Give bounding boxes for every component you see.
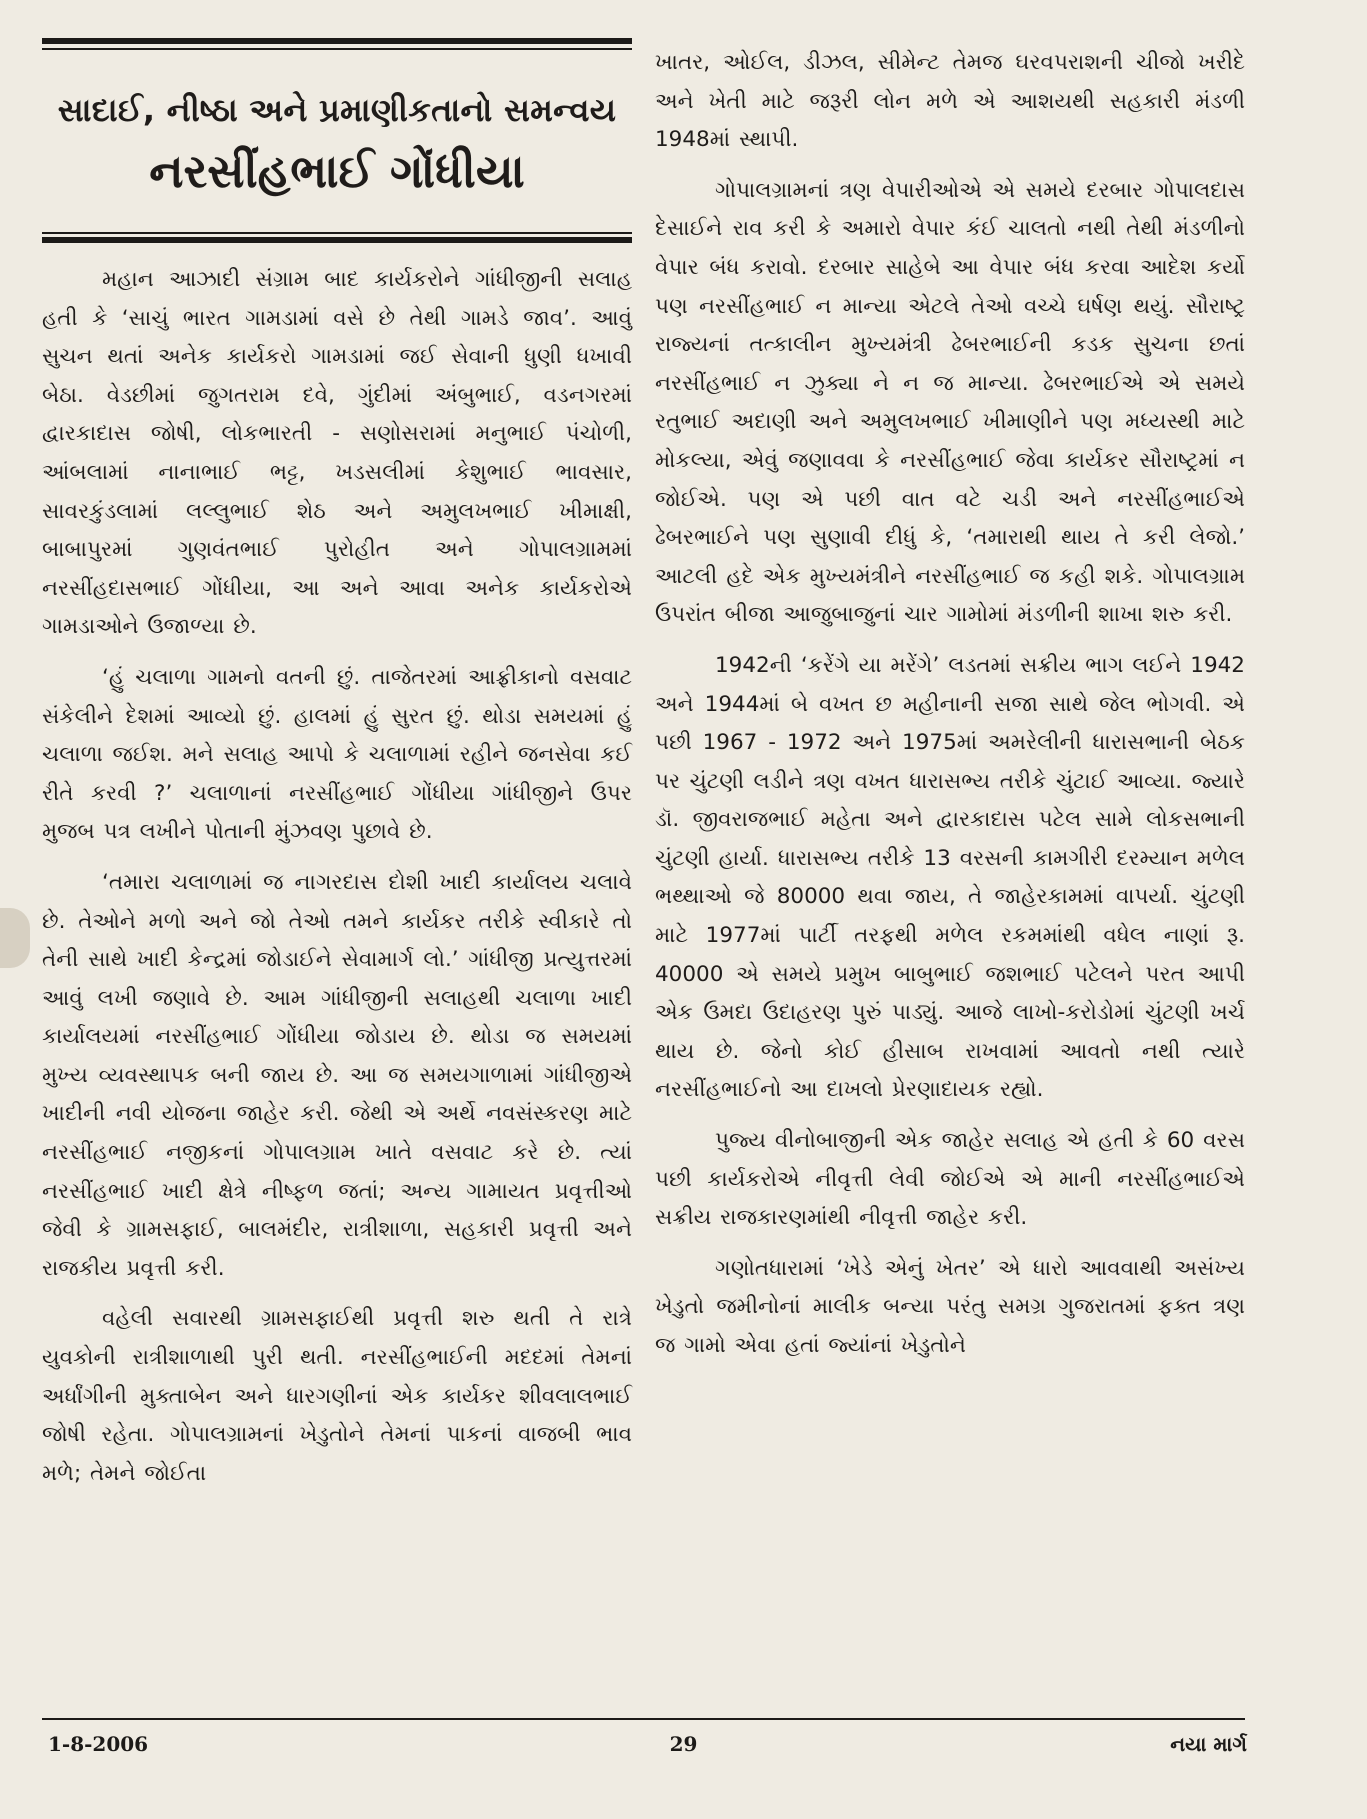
left-column [42,38,632,1505]
title-block [42,50,632,202]
footer-date: 1-8-2006 [48,1732,149,1756]
paragraph: પુજ્ય વીનોબાજીની એક જાહેર સલાહ એ હતી કે 60 વરસ પછી કાર્યકરોએ નીવૃત્તી લેવી જોઈએ એ માની નરસીંહભાઈએ સક્રીય રાજકારણમાંથી નીવૃત્તી જાહેર કરી. [655,1128,1245,1231]
torn-edge [0,908,30,968]
article-title: નરસીંહભાઈ ગોંધીયા [149,144,525,198]
header-rule-top [42,38,632,44]
paragraph: ગણોતધારામાં ‘ખેડે એનું ખેતર’ એ ધારો આવવાથી અસંખ્ય ખેડુતો જમીનોનાં માલીક બન્યા પરંતુ સમગ્ર ગુજરાતમાં ફક્ત ત્રણ જ ગામો એવા હતાં જ્યાંનાં ખેડુતોને [655,1255,1245,1358]
magazine-name: નયા માર્ગ [1170,1732,1247,1756]
paragraph: ‘તમારા ચલાળામાં જ નાગરદાસ દોશી ખાદી કાર્યાલય ચલાવે છે. તેઓને મળો અને જો તેઓ તમને કાર્યકર તરીકે સ્વીકારે તો તેની સાથે ખાદી કેન્દ્રમાં જોડાઈને સેવામાર્ગ લો.’ ગાંધીજી પ્રત્યુત્તરમાં આવું લખી જણાવે છે. આમ ગાંધીજીની સલાહથી ચલાળા ખાદી કાર્યાલયમાં નરસીંહભાઈ ગોંધીયા જોડાય છે. થોડા જ સમયમાં મુખ્ય વ્યવસ્થાપક બની જાય છે. આ જ સમયગાળામાં ગાંધીજીએ ખાદીની નવી યોજના જાહેર કરી. જેથી એ અર્થે નવસંસ્કરણ માટે નરસીંહભાઈ નજીકનાં ગોપાલગ્રામ ખાતે વસવાટ કરે છે. ત્યાં નરસીંહભાઈ ખાદી ક્ષેત્રે નીષ્ફળ જતાં; અન્ય ગામાયત પ્રવૃત્તીઓ જેવી કે ગ્રામસફાઈ, બાલમંદીર, રાત્રીશાળા, સહકારી પ્રવૃત્તી અને રાજકીય પ્રવૃત્તી કરી. [42,869,632,1281]
paragraph: 1942ની ‘કરેંગે યા મરેંગે’ લડતમાં સક્રીય ભાગ લઈને 1942 અને 1944માં બે વખત છ મહીનાની સજા સાથે જેલ ભોગવી. એ પછી 1967 - 1972 અને 1975માં અમરેલીની ધારાસભાની બેઠક પર ચુંટણી લડીને ત્રણ વખત ધારાસભ્ય તરીકે ચુંટાઈ આવ્યા. જ્યારે ડૉ. જીવરાજભાઈ મહેતા અને દ્વારકાદાસ પટેલ સામે લોકસભાની ચુંટણી હાર્યા. ધારાસભ્ય તરીકે 13 વરસની કામગીરી દરમ્યાન મળેલ ભથ્થાઓ જે 80000 થવા જાય, તે જાહેરકામમાં વાપર્યા. ચુંટણી માટે 1977માં પાર્ટી તરફથી મળેલ રકમમાંથી વધેલ નાણાં રૂ. 40000 એ સમયે પ્રમુખ બાબુભાઈ જશભાઈ પટેલને પરત આપી એક ઉમદા ઉદાહરણ પુરું પાડ્યું. આજે લાખો-કરોડોમાં ચુંટણી ખર્ચ થાય છે. જેનો કોઈ હીસાબ રાખવામાં આવતો નથી ત્યારે નરસીંહભાઈનો આ દાખલો પ્રેરણાદાયક રહ્યો. [655,652,1245,1103]
paragraph: વહેલી સવારથી ગ્રામસફાઈથી પ્રવૃત્તી શરુ થતી તે રાત્રે યુવકોની રાત્રીશાળાથી પુરી થતી. નરસીંહભાઈની મદદમાં તેમનાં અર્ધાંગીની મુક્તાબેન અને ધારગણીનાં એક કાર્યકર શીવલાલભાઈ જોષી રહેતા. ગોપાલગ્રામનાં ખેડુતોને તેમનાં પાકનાં વાજબી ભાવ મળે; તેમને જોઈતા [42,1306,632,1486]
paragraph: ‘હું ચલાળા ગામનો વતની છું. તાજેતરમાં આફ્રીકાનો વસવાટ સંકેલીને દેશમાં આવ્યો છું. હાલમાં હું સુરત છું. થોડા સમયમાં હું ચલાળા જઈશ. મને સલાહ આપો કે ચલાળામાં રહીને જનસેવા કઈ રીતે કરવી ?’ ચલાળાનાં નરસીંહભાઈ ગોંધીયા ગાંધીજીને ઉપર મુજબ પત્ર લખીને પોતાની મુંઝવણ પુછાવે છે. [42,664,632,845]
paragraph: ગોપાલગ્રામનાં ત્રણ વેપારીઓએ એ સમયે દરબાર ગોપાલદાસ દેસાઈને રાવ કરી કે અમારો વેપાર કંઈ ચાલતો નથી તેથી મંડળીનો વેપાર બંધ કરાવો. દરબાર સાહેબે આ વેપાર બંધ કરવા આદેશ કર્યો પણ નરસીંહભાઈ ન માન્યા એટલે તેઓ વચ્ચે ઘર્ષણ થયું. સૌરાષ્ટ્ર રાજ્યનાં તત્કાલીન મુખ્યમંત્રી ઢેબરભાઈની કડક સુચના છતાં નરસીંહભાઈ ન ઝુક્યા ને ન જ માન્યા. ઢેબરભાઈએ એ સમયે રતુભાઈ અદાણી અને અમુલખભાઈ ખીમાણીને પણ મધ્યસ્થી માટે મોકલ્યા, એવું જણાવવા કે નરસીંહભાઈ જેવા કાર્યકર સૌરાષ્ટ્રમાં ન જોઈએ. પણ એ પછી વાત વટે ચડી અને નરસીંહભાઈએ ઢેબરભાઈને પણ સુણાવી દીધું કે, ‘તમારાથી થાય તે કરી લેજો.’ આટલી હદે એક મુખ્યમંત્રીને નરસીંહભાઈ જ કહી શકે. ગોપાલગ્રામ ઉપરાંત બીજા આજુબાજુનાં ચાર ગામોમાં મંડળીની શાખા શરુ કરી. [655,177,1245,628]
paragraph: ખાતર, ઓઈલ, ડીઝલ, સીમેન્ટ તેમજ ઘરવપરાશની ચીજો ખરીદે અને ખેતી માટે જરૂરી લોન મળે એ આશયથી સહકારી મંડળી 1948માં સ્થાપી. [655,50,1245,153]
article-subtitle: સાદાઈ, નીષ્ઠા અને પ્રમાણીકતાનો સમન્વય [57,91,617,129]
footer-rule [42,1718,1245,1720]
header-rule-bottom-thin [42,232,632,234]
header-rule-bottom [42,237,632,243]
page-number: 29 [669,1732,698,1756]
right-column [655,44,1245,1378]
paragraph: મહાન આઝાદી સંગ્રામ બાદ કાર્યકરોને ગાંધીજીની સલાહ હતી કે ‘સાચું ભારત ગામડામાં વસે છે તેથી ગામડે જાવ’. આવું સુચન થતાં અનેક કાર્યકરો ગામડામાં જઈ સેવાની ધુણી ધખાવી બેઠા. વેડછીમાં જુગતરામ દવે, ગુંદીમાં અંબુભાઈ, વડનગરમાં દ્વારકાદાસ જોષી, લોકભારતી - સણોસરામાં મનુભાઈ પંચોળી, આંબલામાં નાનાભાઈ ભટ્ટ, ખડસલીમાં કેશુભાઈ ભાવસાર, સાવરકુંડલામાં લલ્લુભાઈ શેઠ અને અમુલખભાઈ ખીમાક્ષી, બાબાપુરમાં ગુણવંતભાઈ પુરોહીત અને ગોપાલગ્રામમાં નરસીંહદાસભાઈ ગોંધીયા, આ અને આવા અનેક કાર્યકરોએ ગામડાઓને ઉજાળ્યા છે. [42,267,632,640]
